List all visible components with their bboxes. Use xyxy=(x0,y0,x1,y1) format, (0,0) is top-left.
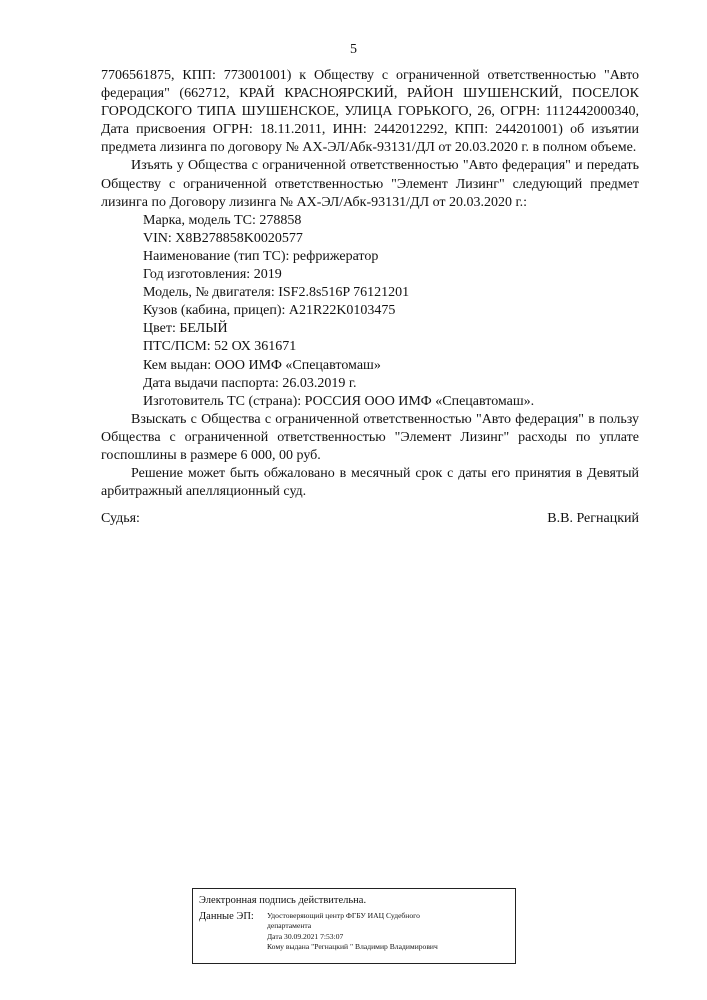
judge-name: В.В. Регнацкий xyxy=(547,511,639,526)
paragraph-appeal-notice: Решение может быть обжаловано в месячный срок с даты его принятия в Девятый арбитражный апелляционный суд. xyxy=(101,466,639,500)
vehicle-pts: ПТС/ПСМ: 52 ОХ 361671 xyxy=(143,339,297,355)
stamp-title: Электронная подпись действительна. xyxy=(199,895,367,906)
judge-label: Судья: xyxy=(101,511,140,526)
vehicle-year: Год изготовления: 2019 xyxy=(143,267,282,283)
stamp-issued-to: Кому выдана "Регнацкий " Владимир Владимирович xyxy=(267,942,438,952)
e-signature-stamp xyxy=(192,888,516,964)
vehicle-type: Наименование (тип ТС): рефрижератор xyxy=(143,248,379,264)
vehicle-manufacturer: Изготовитель ТС (страна): РОССИЯ ООО ИМФ «Спецавтомаш». xyxy=(143,393,535,409)
stamp-details xyxy=(199,911,509,953)
stamp-certificate-center: Удостоверяющий центр ФГБУ ИАЦ Судебного xyxy=(267,911,420,920)
paragraph-seize-order: Изъять у Общества с ограниченной ответственностью "Авто федерация" и передать Обществу с ограниченной ответственностью "Элемент Лизинг" следующий предмет лизинга по Договору лизинга № АХ-ЭЛ/Абк-93131/ДЛ от 20.03.2020 г.: xyxy=(101,158,639,210)
vehicle-vin: VIN: X8B278858K0020577 xyxy=(143,230,303,246)
vehicle-model: Марка, модель ТС: 278858 xyxy=(143,212,302,228)
vehicle-color: Цвет: БЕЛЫЙ xyxy=(143,321,228,337)
stamp-date: Дата 30.09.2021 7:53:07 xyxy=(267,931,344,941)
paragraph-fee-recovery: Взыскать с Общества с ограниченной ответственностью "Авто федерация" в пользу Общества с ограниченной ответственностью "Элемент Лизинг" расходы по уплате госпошлины в размере 6 000, 00 руб. xyxy=(101,411,639,463)
stamp-values xyxy=(267,911,438,953)
vehicle-issued-by: Кем выдан: ООО ИМФ «Спецавтомаш» xyxy=(143,357,381,373)
document-body xyxy=(101,67,639,501)
vehicle-details xyxy=(101,212,639,411)
vehicle-body: Кузов (кабина, прицеп): A21R22K0103475 xyxy=(143,303,396,319)
paragraph-claim-continuation: 7706561875, КПП: 773001001) к Обществу с ограниченной ответственностью "Авто федерация" (662712, КРАЙ КРАСНОЯРСКИЙ, РАЙОН ШУШЕНСКИЙ, ПОСЕЛОК ГОРОДСКОГО ТИПА ШУШЕНСКОЕ, УЛИЦА ГОРЬКОГО, 26, ОГРН: 1112442000340, Дата присвоения ОГРН: 18.11.2011, ИНН: 2442012292, КПП: 244201001) об изъятии предмета лизинга по договору № АХ-ЭЛ/Абк-93131/ДЛ от 20.03.2020 г. в полном объеме. xyxy=(101,68,639,156)
vehicle-engine: Модель, № двигателя: ISF2.8s516P 76121201 xyxy=(143,285,410,301)
stamp-label: Данные ЭП: xyxy=(199,911,254,922)
page-number: 5 xyxy=(350,42,357,57)
vehicle-issue-date: Дата выдачи паспорта: 26.03.2019 г. xyxy=(143,375,357,391)
signature-row xyxy=(101,511,639,527)
stamp-department: департамента xyxy=(267,921,312,931)
